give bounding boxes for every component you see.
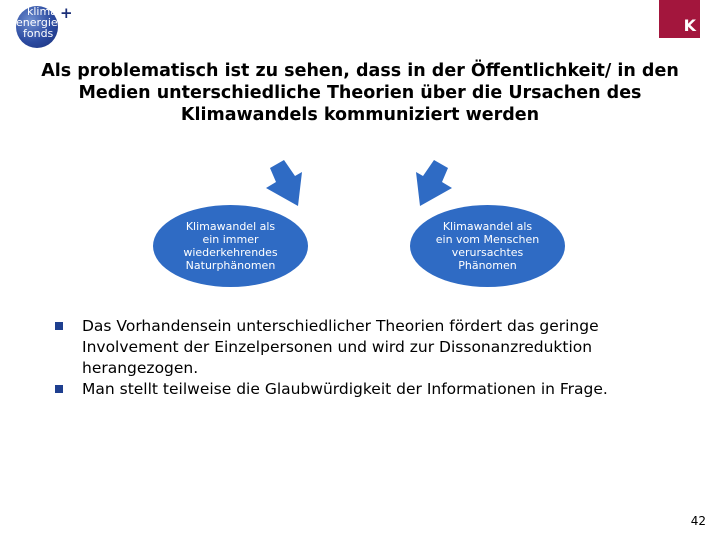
oval-text-man-made: Klimawandel als ein vom Menschen verursachtes Phänomen — [435, 220, 540, 272]
bullet-marker — [55, 322, 63, 330]
page-number: 42 — [690, 514, 706, 528]
oval-natural-phenomenon — [153, 205, 308, 287]
bullet-text: Das Vorhandensein unterschiedlicher Theorien fördert das geringe Involvement der Einzelpersonen und wird zur Dissonanzreduktion herangezogen. — [82, 317, 599, 377]
oval-man-made-phenomenon — [410, 205, 565, 287]
brand-mark — [659, 0, 700, 38]
logo-line-1: klima — [27, 5, 57, 18]
logo-plus: + — [60, 4, 73, 22]
bullet-list — [55, 316, 655, 400]
logo-line-3: fonds — [23, 27, 54, 40]
slide-title: Als problematisch ist zu sehen, dass in der Öffentlichkeit/ in den Medien unterschiedliche Theorien über die Ursachen des Klimawandels kommuniziert werden — [41, 61, 679, 125]
klima-energie-fonds-logo — [10, 2, 80, 50]
bullet-item — [55, 379, 655, 400]
left-down-arrow-icon — [262, 160, 318, 210]
right-down-arrow-icon — [400, 160, 456, 210]
bullet-item — [55, 316, 655, 379]
oval-text-natural: Klimawandel als ein immer wiederkehrendes Naturphänomen — [183, 220, 278, 272]
bullet-marker — [55, 385, 63, 393]
bullet-text: Man stellt teilweise die Glaubwürdigkeit der Informationen in Frage. — [82, 380, 608, 398]
logo-line-2: energie — [16, 16, 58, 29]
brand-mark-letter: K — [683, 16, 696, 35]
